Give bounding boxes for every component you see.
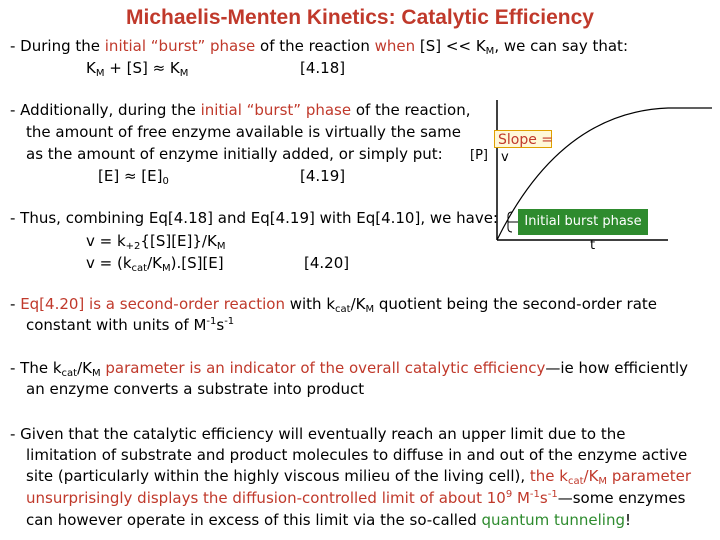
subscript: M: [161, 263, 171, 274]
subscript: cat: [61, 368, 78, 379]
text: v = k: [86, 232, 126, 250]
highlight-text: initial “burst” phase: [200, 101, 352, 119]
paragraph-2-line-3: as the amount of enzyme initially added, or simply put:: [26, 145, 443, 163]
superscript: -1: [547, 489, 558, 500]
initial-burst-phase-badge: Initial burst phase: [518, 209, 648, 235]
paragraph-6-line-5: [26, 510, 631, 530]
text: of the reaction: [255, 37, 375, 55]
subscript: +2: [125, 241, 141, 252]
subscript: cat: [131, 263, 148, 274]
text: with k: [284, 295, 336, 313]
highlight-text: Eq[4.20] is a second-order reaction: [20, 295, 285, 313]
text: quotient being the second-order rate: [374, 295, 658, 313]
text: v = (k: [86, 254, 132, 272]
text: constant with units of M: [26, 316, 207, 334]
text: [S] << K: [415, 37, 486, 55]
highlight-text: M: [512, 489, 530, 507]
text: [E] ≈ [E]: [98, 167, 163, 185]
highlight-text: parameter is an indicator of the overall catalytic efficiency: [100, 359, 546, 377]
green-text: quantum tunneling: [481, 511, 625, 529]
text: -: [10, 295, 21, 313]
text: of the reaction,: [351, 101, 471, 119]
paragraph-4-line-2: [26, 315, 234, 335]
equation-number-4-18: [4.18]: [300, 59, 346, 77]
paragraph-6-line-3: [26, 466, 691, 486]
subscript: M: [179, 68, 189, 79]
text: site (particularly within the highly viscous milieu of the living cell),: [26, 467, 530, 485]
subscript: M: [598, 476, 608, 487]
text: —some enzymes: [557, 489, 686, 507]
paragraph-6-line-2: limitation of substrate and product molecules to diffuse in and out of the enzyme active: [26, 446, 688, 464]
subscript: cat: [335, 304, 351, 315]
highlight-text: initial “burst” phase: [104, 37, 256, 55]
velocity-label: v: [501, 150, 509, 165]
y-axis-label: [P]: [470, 148, 488, 163]
text: —ie how efficiently: [545, 359, 689, 377]
paragraph-3: - Thus, combining Eq[4.18] and Eq[4.19] with Eq[4.10], we have:: [10, 209, 498, 227]
text: - Additionally, during the: [10, 101, 201, 119]
highlight-text: s: [539, 489, 548, 507]
subscript: M: [485, 46, 495, 57]
highlight-text: unsurprisingly displays the diffusion-controlled limit of about 10: [26, 489, 506, 507]
highlight-text: the k: [529, 467, 568, 485]
text: !: [625, 511, 632, 529]
subscript: cat: [567, 476, 584, 487]
slope-label: Slope =: [494, 130, 552, 148]
paragraph-6-line-4: [26, 488, 685, 508]
paragraph-6-line-1: - Given that the catalytic efficiency will eventually reach an upper limit due to the: [10, 425, 626, 443]
paragraph-5-line-2: an enzyme converts a substrate into product: [26, 380, 365, 398]
subscript: 0: [162, 176, 169, 187]
text: can however operate in excess of this limit via the so-called: [26, 511, 482, 529]
text: ).[S][E]: [170, 254, 224, 272]
paragraph-4-line-1: [10, 294, 657, 314]
text: /K: [147, 254, 162, 272]
equation-number-4-19: [4.19]: [300, 167, 346, 185]
superscript: -1: [224, 316, 235, 327]
superscript: -1: [206, 316, 217, 327]
subscript: M: [95, 68, 105, 79]
highlight-text: /K: [583, 467, 599, 485]
highlight-text: when: [374, 37, 416, 55]
highlight-text: parameter: [607, 467, 692, 485]
text: - During the: [10, 37, 105, 55]
paragraph-2-line-2: the amount of free enzyme available is virtually the same: [26, 123, 461, 141]
page-title: Michaelis-Menten Kinetics: Catalytic Efficiency: [126, 6, 594, 29]
text: - The k: [10, 359, 62, 377]
text: K: [86, 59, 96, 77]
text: + [S] ≈ K: [104, 59, 180, 77]
equation-number-4-20: [4.20]: [304, 254, 350, 272]
text: /K: [350, 295, 366, 313]
paragraph-5-line-1: [10, 358, 688, 378]
subscript: M: [91, 368, 101, 379]
x-axis-label: t: [590, 238, 596, 253]
superscript: -1: [529, 489, 540, 500]
subscript: M: [216, 241, 226, 252]
superscript: 9: [505, 489, 513, 500]
text: {[S][E]}/K: [140, 232, 217, 250]
text: /K: [77, 359, 92, 377]
subscript: M: [365, 304, 375, 315]
text: s: [216, 316, 225, 334]
text: , we can say that:: [494, 37, 628, 55]
